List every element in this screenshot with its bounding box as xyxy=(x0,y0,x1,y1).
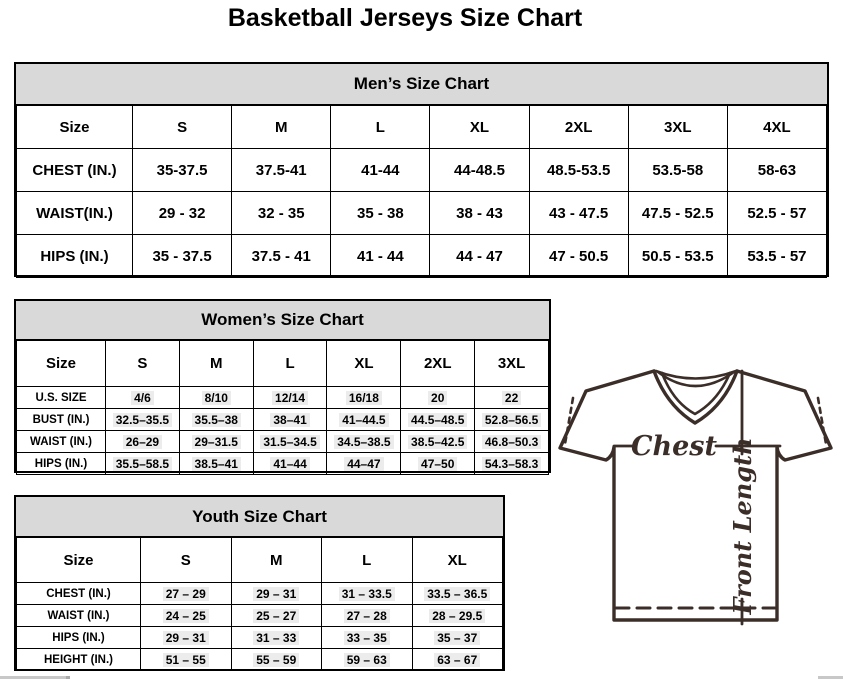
column-header: S xyxy=(133,106,232,149)
size-value-cell xyxy=(430,192,529,235)
size-value-cell xyxy=(331,235,430,278)
size-value-cell xyxy=(331,192,430,235)
size-value-cell xyxy=(727,149,826,192)
size-value: 59 – 63 xyxy=(344,653,390,667)
size-value: 52.5 - 57 xyxy=(747,204,807,222)
size-value-cell xyxy=(401,409,475,431)
size-value-cell xyxy=(327,431,401,453)
jersey-measurement-diagram xyxy=(552,358,840,679)
size-value-cell xyxy=(475,453,549,475)
size-value: 16/18 xyxy=(346,391,382,405)
size-value: 35-37.5 xyxy=(156,161,208,179)
column-header: L xyxy=(253,341,327,387)
size-value: 12/14 xyxy=(272,391,308,405)
size-column-header: Size xyxy=(17,106,133,149)
size-value: 52.8–56.5 xyxy=(482,413,541,427)
row-label: CHEST (IN.) xyxy=(17,149,133,192)
size-value: 29 – 31 xyxy=(253,587,299,601)
size-value-cell xyxy=(628,235,727,278)
size-value-cell xyxy=(327,387,401,409)
womens-size-table xyxy=(16,340,549,475)
size-value: 31.5–34.5 xyxy=(260,435,319,449)
youth-size-table xyxy=(16,537,503,671)
size-value: 53.5-58 xyxy=(652,161,704,179)
youth-chart-title: Youth Size Chart xyxy=(16,497,503,537)
size-value: 35.5–58.5 xyxy=(113,457,172,471)
row-label: U.S. SIZE xyxy=(17,387,106,409)
size-value-cell xyxy=(231,627,322,649)
size-value-cell xyxy=(179,431,253,453)
size-value: 34.5–38.5 xyxy=(334,435,393,449)
size-value-cell xyxy=(412,583,503,605)
column-header: M xyxy=(231,538,322,583)
table-row xyxy=(17,387,549,409)
size-value-cell xyxy=(141,649,232,671)
size-value: 20 xyxy=(428,391,447,405)
size-value-cell xyxy=(430,235,529,278)
size-value-cell xyxy=(628,149,727,192)
column-header: S xyxy=(106,341,180,387)
size-value: 37.5 - 41 xyxy=(251,247,311,265)
size-value-cell xyxy=(412,627,503,649)
mens-size-chart xyxy=(14,62,829,277)
mens-chart-title: Men’s Size Chart xyxy=(16,64,827,105)
size-value: 41–44.5 xyxy=(339,413,388,427)
column-header: L xyxy=(331,106,430,149)
row-label: WAIST(IN.) xyxy=(17,192,133,235)
size-value: 53.5 - 57 xyxy=(747,247,807,265)
table-row xyxy=(17,627,503,649)
column-header: XL xyxy=(412,538,503,583)
size-value: 38–41 xyxy=(270,413,309,427)
column-header: M xyxy=(232,106,331,149)
size-value: 48.5-53.5 xyxy=(546,161,611,179)
row-label: WAIST (IN.) xyxy=(17,431,106,453)
size-value: 35 – 37 xyxy=(434,631,480,645)
size-value: 28 – 29.5 xyxy=(429,609,485,623)
size-value-cell xyxy=(331,149,430,192)
size-value: 54.3–58.3 xyxy=(482,457,541,471)
row-label: HIPS (IN.) xyxy=(17,235,133,278)
front-length-label: Front Length xyxy=(728,437,757,615)
size-value-cell xyxy=(727,235,826,278)
size-value-cell xyxy=(232,192,331,235)
size-value-cell xyxy=(412,605,503,627)
size-value: 55 – 59 xyxy=(253,653,299,667)
size-value: 35 - 38 xyxy=(357,204,404,222)
size-value-cell xyxy=(430,149,529,192)
page-title: Basketball Jerseys Size Chart xyxy=(227,4,583,32)
size-value: 47 - 50.5 xyxy=(549,247,609,265)
size-value: 47.5 - 52.5 xyxy=(641,204,714,222)
size-value: 38 - 43 xyxy=(456,204,503,222)
size-value: 27 – 29 xyxy=(163,587,209,601)
row-label: BUST (IN.) xyxy=(17,409,106,431)
column-header: S xyxy=(141,538,232,583)
jersey-outline-shape xyxy=(560,371,831,620)
size-value-cell xyxy=(179,453,253,475)
size-value-cell xyxy=(133,192,232,235)
size-value: 27 – 28 xyxy=(344,609,390,623)
size-value: 50.5 - 53.5 xyxy=(641,247,714,265)
size-value: 24 – 25 xyxy=(163,609,209,623)
size-value-cell xyxy=(727,192,826,235)
size-value: 29 - 32 xyxy=(158,204,206,222)
size-value: 38.5–41 xyxy=(192,457,241,471)
size-value-cell xyxy=(322,605,413,627)
column-header: 3XL xyxy=(475,341,549,387)
size-value-cell xyxy=(232,235,331,278)
size-value-cell xyxy=(106,431,180,453)
size-value: 43 - 47.5 xyxy=(549,204,609,222)
size-value-cell xyxy=(106,453,180,475)
size-value-cell xyxy=(253,387,327,409)
size-value: 41–44 xyxy=(270,457,309,471)
size-value: 26–29 xyxy=(123,435,162,449)
size-value-cell xyxy=(529,235,628,278)
size-value-cell xyxy=(475,387,549,409)
size-value-cell xyxy=(327,453,401,475)
row-label: HEIGHT (IN.) xyxy=(17,649,141,671)
size-value-cell xyxy=(401,431,475,453)
table-row xyxy=(17,453,549,475)
size-value: 44–47 xyxy=(344,457,383,471)
size-value: 29 – 31 xyxy=(163,631,209,645)
size-value-cell xyxy=(141,605,232,627)
table-row xyxy=(17,649,503,671)
column-header: M xyxy=(179,341,253,387)
size-column-header: Size xyxy=(17,341,106,387)
size-value-cell xyxy=(628,192,727,235)
column-header: 2XL xyxy=(529,106,628,149)
size-value: 44-48.5 xyxy=(454,161,505,179)
size-value-cell xyxy=(412,649,503,671)
size-value: 46.8–50.3 xyxy=(482,435,541,449)
size-value: 32 - 35 xyxy=(257,204,305,222)
table-row xyxy=(17,605,503,627)
size-value: 41-44 xyxy=(361,161,400,179)
size-value-cell xyxy=(401,453,475,475)
size-value-cell xyxy=(327,409,401,431)
size-value: 44 - 47 xyxy=(456,247,503,265)
size-value: 47–50 xyxy=(418,457,457,471)
youth-size-chart xyxy=(14,495,505,671)
size-value-cell xyxy=(253,409,327,431)
size-value-cell xyxy=(401,387,475,409)
size-value: 33 – 35 xyxy=(344,631,390,645)
size-value: 35 - 37.5 xyxy=(152,247,212,265)
size-value-cell xyxy=(133,235,232,278)
size-value-cell xyxy=(475,431,549,453)
size-value: 31 – 33.5 xyxy=(339,587,395,601)
table-row xyxy=(17,583,503,605)
womens-size-chart xyxy=(14,299,551,473)
size-value: 38.5–42.5 xyxy=(408,435,467,449)
column-header: L xyxy=(322,538,413,583)
size-value: 37.5-41 xyxy=(255,161,307,179)
column-header: 3XL xyxy=(628,106,727,149)
size-value-cell xyxy=(141,583,232,605)
size-value-cell xyxy=(322,649,413,671)
size-value-cell xyxy=(253,431,327,453)
row-label: WAIST (IN.) xyxy=(17,605,141,627)
size-value: 22 xyxy=(502,391,521,405)
table-row xyxy=(17,192,827,235)
size-value: 51 – 55 xyxy=(163,653,209,667)
table-row xyxy=(17,149,827,192)
row-label: CHEST (IN.) xyxy=(17,583,141,605)
size-value-cell xyxy=(253,453,327,475)
row-label: HIPS (IN.) xyxy=(17,627,141,649)
size-value-cell xyxy=(231,583,322,605)
womens-chart-title: Women’s Size Chart xyxy=(16,301,549,340)
size-value-cell xyxy=(529,149,628,192)
chest-label: Chest xyxy=(631,431,717,462)
size-value-cell xyxy=(529,192,628,235)
size-value-cell xyxy=(141,627,232,649)
table-row xyxy=(17,431,549,453)
size-value-cell xyxy=(106,387,180,409)
size-value: 33.5 – 36.5 xyxy=(424,587,490,601)
size-value: 58-63 xyxy=(757,161,797,179)
size-value-cell xyxy=(231,649,322,671)
size-value-cell xyxy=(232,149,331,192)
size-value: 41 - 44 xyxy=(357,247,404,265)
size-value: 44.5–48.5 xyxy=(408,413,467,427)
size-value-cell xyxy=(322,627,413,649)
size-value: 31 – 33 xyxy=(253,631,299,645)
table-row xyxy=(17,235,827,278)
table-row xyxy=(17,409,549,431)
size-value: 32.5–35.5 xyxy=(113,413,172,427)
size-value-cell xyxy=(106,409,180,431)
column-header: XL xyxy=(327,341,401,387)
column-header: XL xyxy=(430,106,529,149)
size-value: 4/6 xyxy=(131,391,154,405)
mens-size-table xyxy=(16,105,827,278)
size-value: 35.5–38 xyxy=(192,413,241,427)
size-value-cell xyxy=(322,583,413,605)
size-value-cell xyxy=(133,149,232,192)
size-value: 29–31.5 xyxy=(192,435,241,449)
size-value: 63 – 67 xyxy=(434,653,480,667)
size-value: 25 – 27 xyxy=(253,609,299,623)
column-header: 2XL xyxy=(401,341,475,387)
size-value-cell xyxy=(475,409,549,431)
size-column-header: Size xyxy=(17,538,141,583)
size-value-cell xyxy=(179,387,253,409)
size-value-cell xyxy=(179,409,253,431)
size-value-cell xyxy=(231,605,322,627)
row-label: HIPS (IN.) xyxy=(17,453,106,475)
column-header: 4XL xyxy=(727,106,826,149)
size-value: 8/10 xyxy=(202,391,231,405)
